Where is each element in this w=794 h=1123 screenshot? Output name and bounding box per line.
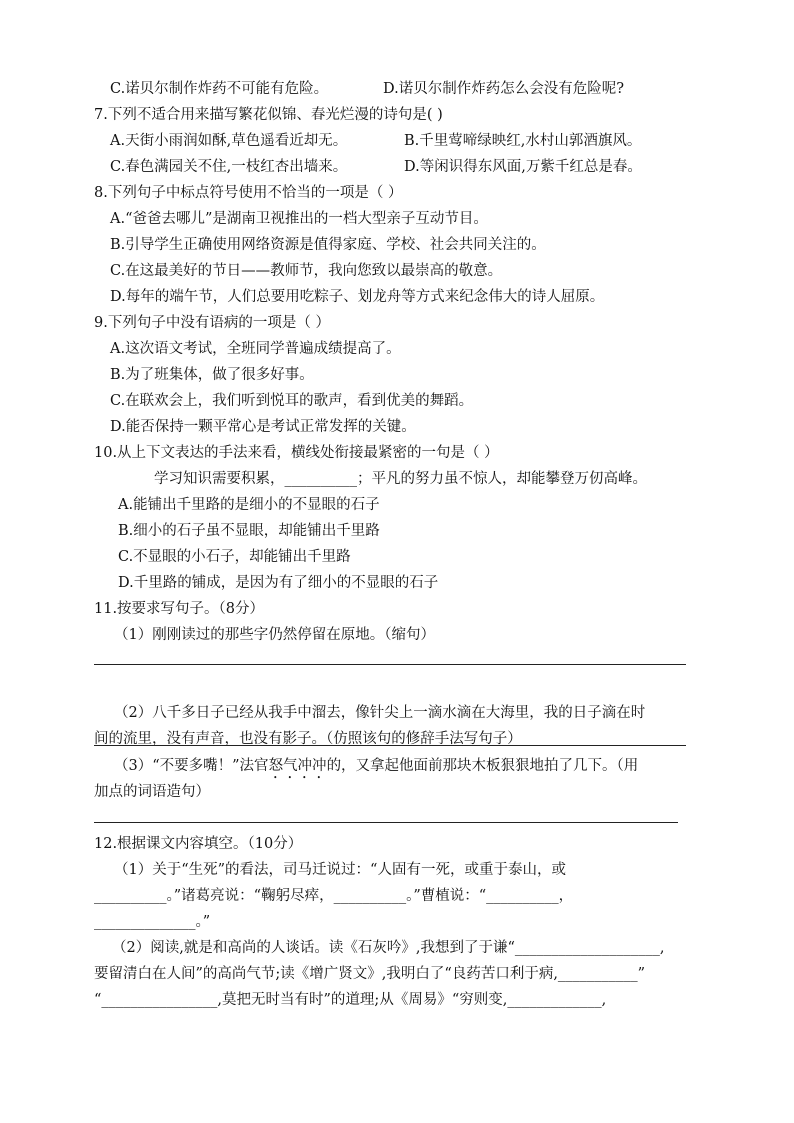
q12-part2-line3: “________________,莫把无时当有时”的道理;从《周易》“穷则变,_____________, — [94, 992, 607, 1008]
q10-option-c: C.不显眼的小石子，却能铺出千里路 — [118, 549, 351, 565]
q11-part3-text-b: 的，又拿起他面前那块木板狠狠地拍了几下。（用 — [326, 758, 639, 774]
q10-stem: 10.从上下文表达的手法来看，横线处衔接最紧密的一句是（ ） — [94, 445, 499, 461]
q11-part3-line2: 加点的词语造句） — [94, 784, 210, 800]
q7-option-b: B.千里莺啼绿映红,水村山郭酒旗风。 — [404, 133, 642, 149]
q10-option-a: A.能铺出千里路的是细小的不显眼的石子 — [118, 497, 380, 513]
q8-option-b: B.引导学生正确使用网络资源是值得家庭、学校、社会共同关注的。 — [110, 237, 546, 253]
q12-stem: 12.根据课文内容填空。（10分） — [94, 836, 303, 852]
q11-part3-answer-line[interactable] — [94, 822, 678, 823]
q7-stem: 7.下列不适合用来描写繁花似锦、春光烂漫的诗句是( ) — [94, 107, 443, 123]
q7-option-d: D.等闲识得东风面,万紫千红总是春。 — [404, 159, 642, 175]
q11-stem: 11.按要求写句子。（8分） — [94, 601, 265, 617]
q9-option-d: D.能否保持一颗平常心是考试正常发挥的关键。 — [110, 419, 416, 435]
q9-option-a: A.这次语文考试，全班同学普遍成绩提高了。 — [110, 341, 401, 357]
q12-part1-line2: __________。”诸葛亮说：“鞠躬尽瘁，__________。”曹植说：“__________， — [94, 888, 574, 904]
q12-part2-line1: （2）阅读,就是和高尚的人谈话。读《石灰吟》,我想到了于谦“____________________, — [112, 940, 665, 956]
q9-option-c: C.在联欢会上，我们听到悦耳的歌声，看到优美的舞蹈。 — [110, 393, 474, 409]
q11-part1: （1）刚刚读过的那些字仍然停留在原地。（缩句） — [114, 627, 435, 643]
q12-part1-line1: （1）关于“生死”的看法，司马迁说过：“人固有一死，或重于泰山，或 — [114, 862, 566, 878]
q7-option-c: C.春色满园关不住,一枝红杏出墙来。 — [110, 159, 348, 175]
q7-option-a: A.天街小雨润如酥,草色遥看近却无。 — [110, 133, 348, 149]
q6-option-d: D.诺贝尔制作炸药怎么会没有危险呢? — [383, 81, 624, 97]
q11-part3-line1 — [114, 756, 638, 782]
q10-option-b: B.细小的石子虽不显眼，却能铺出千里路 — [118, 523, 380, 539]
q8-option-a: A.“爸爸去哪儿”是湖南卫视推出的一档大型亲子互动节目。 — [110, 211, 488, 227]
q11-part2-answer-line[interactable] — [94, 745, 686, 746]
q12-part1-line3: ______________。” — [94, 914, 211, 930]
q9-stem: 9.下列句子中没有语病的一项是（ ） — [94, 315, 330, 331]
q10-sentence: 学习知识需要积累，__________；平凡的努力虽不惊人，却能攀登万仞高峰。 — [154, 471, 647, 487]
q11-part1-answer-line[interactable] — [94, 664, 686, 665]
q11-part2-line2: 间的流里，没有声音，也没有影子。（仿照该句的修辞手法写句子） — [94, 731, 522, 747]
q11-part3-dotted-word: 怒气冲冲 — [268, 758, 327, 774]
q10-option-d: D.千里路的铺成，是因为有了细小的不显眼的石子 — [118, 575, 439, 591]
q8-option-c: C.在这最美好的节日——教师节，我向您致以最崇高的敬意。 — [110, 263, 503, 279]
q11-part3-text-a: （3）“不要多嘴！”法官 — [114, 758, 269, 774]
q8-stem: 8.下列句子中标点符号使用不恰当的一项是（ ） — [94, 185, 403, 201]
q6-option-c: C.诺贝尔制作炸药不可能有危险。 — [110, 81, 329, 97]
q11-part2-line1: （2）八千多日子已经从我手中溜去，像针尖上一滴水滴在大海里，我的日子滴在时 — [114, 705, 646, 721]
q8-option-d: D.每年的端午节，人们总要用吃粽子、划龙舟等方式来纪念伟大的诗人屈原。 — [110, 289, 605, 305]
q9-option-b: B.为了班集体，做了很多好事。 — [110, 367, 314, 383]
q12-part2-line2: 要留清白在人间”的高尚气节;读《增广贤文》,我明白了“良药苦口利于病,___________” — [94, 966, 646, 982]
